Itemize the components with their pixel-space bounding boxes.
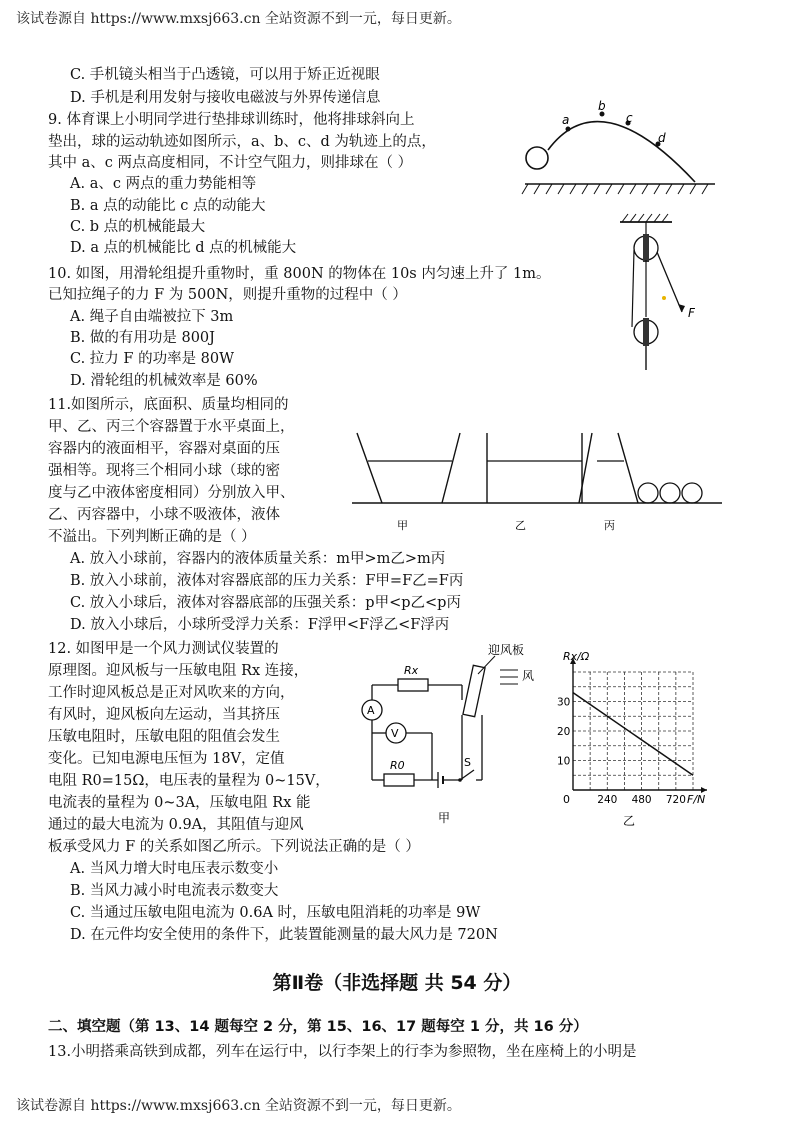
q13-stem: 13.小明搭乘高铁到成都，列车在运行中，以行李架上的行李为参照物，坐在座椅上的小明是 bbox=[48, 1044, 637, 1060]
q11-label-bing: 丙 bbox=[604, 519, 615, 532]
q11-option-c: C. 放入小球后，液体对容器底部的压强关系：p甲<p乙<p丙 bbox=[70, 595, 461, 611]
chart-series-line bbox=[573, 693, 693, 776]
chart-x-tick-label: 720 bbox=[665, 794, 686, 806]
q12-r0-label: R0 bbox=[390, 759, 405, 772]
q12-wind-label: 风 bbox=[522, 669, 535, 683]
q10-stem-2: 已知拉绳子的力 F 为 500N，则提升重物的过程中（ ） bbox=[48, 287, 407, 303]
q9-option-d: D. a 点的机械能比 d 点的机械能大 bbox=[70, 240, 297, 256]
q9-option-b: B. a 点的动能比 c 点的动能大 bbox=[70, 198, 266, 214]
q9-label-b: b bbox=[598, 100, 606, 113]
q8-option-c: C. 手机镜头相当于凸透镜，可以用于矫正近视眼 bbox=[70, 67, 380, 83]
chart-x-label: F/N bbox=[687, 793, 706, 806]
chart-origin-label: 0 bbox=[563, 793, 570, 806]
q10-option-c: C. 拉力 F 的功率是 80W bbox=[70, 351, 235, 367]
chart-series bbox=[573, 693, 693, 776]
q10-option-b: B. 做的有用功是 800J bbox=[70, 330, 215, 346]
q12-stem-2: 原理图。迎风板与一压敏电阻 Rx 连接， bbox=[48, 663, 309, 679]
q11-stem-3: 容器内的液面相平，容器对桌面的压 bbox=[48, 441, 280, 457]
q11-stem-1: 11.如图所示，底面积、质量均相同的 bbox=[48, 397, 289, 413]
chart-y-label: Rx/Ω bbox=[563, 650, 590, 663]
q12-switch-label: S bbox=[464, 756, 471, 769]
q12-voltmeter-label: V bbox=[391, 727, 399, 740]
q11-option-a: A. 放入小球前，容器内的液体质量关系：m甲>m乙>m丙 bbox=[70, 551, 446, 567]
q11-option-d: D. 放入小球后，小球所受浮力关系：F浮甲<F浮乙<F浮丙 bbox=[70, 617, 450, 633]
q12-option-b: B. 当风力减小时电流表示数变大 bbox=[70, 883, 279, 899]
q9-stem-1: 9. 体育课上小明同学进行垫排球训练时，他将排球斜向上 bbox=[48, 112, 415, 128]
q11-stem-7: 不溢出。下列判断正确的是（ ） bbox=[48, 529, 256, 545]
q9-stem-2: 垫出，球的运动轨迹如图所示，a、b、c、d 为轨迹上的点， bbox=[48, 134, 436, 150]
q12-stem-3: 工作时迎风板总是正对风吹来的方向， bbox=[48, 685, 295, 701]
q9-label-c: c bbox=[626, 111, 633, 125]
q9-trajectory-figure bbox=[520, 100, 720, 200]
q11-containers-figure bbox=[352, 425, 722, 540]
q12-stem-7: 电阻 R0=15Ω，电压表的量程为 0~15V， bbox=[48, 773, 330, 789]
q12-option-a: A. 当风力增大时电压表示数变小 bbox=[70, 861, 279, 877]
q12-ammeter-label: A bbox=[367, 704, 375, 717]
q12-rx-label: Rx bbox=[404, 664, 419, 677]
q10-force-label: F bbox=[688, 306, 695, 320]
q11-stem-2: 甲、乙、丙三个容器置于水平桌面上， bbox=[48, 419, 295, 435]
q10-option-d: D. 滑轮组的机械效率是 60% bbox=[70, 373, 258, 389]
chart-y-tick-label: 10 bbox=[557, 755, 571, 768]
q12-stem-10: 板承受风力 F 的关系如图乙所示。下列说法正确的是（ ） bbox=[48, 839, 420, 855]
page-footer: 该试卷源自 https://www.mxsj663.cn 全站资源不到一元，每日更新。 bbox=[16, 1098, 461, 1114]
q9-label-a: a bbox=[562, 113, 570, 127]
q12-board-label: 迎风板 bbox=[488, 643, 525, 657]
q9-option-a: A. a、c 两点的重力势能相等 bbox=[70, 176, 257, 192]
q11-stem-6: 乙、丙容器中，小球不吸液体，液体 bbox=[48, 507, 280, 523]
chart-y-tick-label: 20 bbox=[557, 726, 571, 738]
chart-y-tick-label: 30 bbox=[557, 696, 571, 709]
q12-circuit-caption: 甲 bbox=[438, 811, 451, 825]
q12-rx-force-chart bbox=[555, 640, 715, 830]
q12-option-c: C. 当通过压敏电阻电流为 0.6A 时，压敏电阻消耗的功率是 9W bbox=[70, 905, 481, 921]
q11-label-yi: 乙 bbox=[515, 519, 526, 532]
q9-stem-3: 其中 a、c 两点高度相同，不计空气阻力，则排球在（ ） bbox=[48, 155, 413, 171]
q12-stem-8: 电流表的量程为 0~3A，压敏电阻 Rx 能 bbox=[48, 795, 311, 811]
q12-stem-1: 12. 如图甲是一个风力测试仪装置的 bbox=[48, 641, 279, 657]
q9-label-d: d bbox=[658, 131, 666, 145]
q12-option-d: D. 在元件均安全使用的条件下，此装置能测量的最大风力是 720N bbox=[70, 927, 498, 943]
section-fill-in: 二、填空题（第 13、14 题每空 2 分，第 15、16、17 题每空 1 分，共 16 分） bbox=[48, 1019, 588, 1035]
q12-stem-6: 变化。已知电源电压恒为 18V，定值 bbox=[48, 751, 285, 767]
q12-stem-5: 压敏电阻时，压敏电阻的阻值会发生 bbox=[48, 729, 280, 745]
q11-stem-5: 度与乙中液体密度相同）分别放入甲、 bbox=[48, 485, 295, 501]
chart-x-tick-label: 480 bbox=[631, 794, 652, 806]
chart-x-tick-label: 240 bbox=[597, 794, 618, 806]
q12-circuit-figure bbox=[350, 640, 550, 825]
chart-caption: 乙 bbox=[623, 814, 636, 828]
q11-option-b: B. 放入小球前，液体对容器底部的压力关系：F甲=F乙=F丙 bbox=[70, 573, 464, 589]
q12-stem-4: 有风时，迎风板向左运动，当其挤压 bbox=[48, 707, 280, 723]
q9-option-c: C. b 点的机械能最大 bbox=[70, 219, 206, 235]
q10-option-a: A. 绳子自由端被拉下 3m bbox=[70, 309, 234, 325]
q12-stem-9: 通过的最大电流为 0.9A，其阻值与迎风 bbox=[48, 817, 304, 833]
q8-option-d: D. 手机是利用发射与接收电磁波与外界传递信息 bbox=[70, 90, 381, 106]
q11-stem-4: 强相等。现将三个相同小球（球的密 bbox=[48, 463, 280, 479]
part2-title: 第Ⅱ卷（非选择题 共 54 分） bbox=[272, 972, 522, 994]
q10-stem-1: 10. 如图，用滑轮组提升重物时，重 800N 的物体在 10s 内匀速上升了 1m。 bbox=[48, 266, 551, 282]
q10-pulley-figure bbox=[610, 212, 710, 377]
chart-grid bbox=[573, 672, 693, 790]
chart-axes bbox=[570, 658, 707, 793]
q11-label-jia: 甲 bbox=[397, 519, 408, 532]
page-header: 该试卷源自 https://www.mxsj663.cn 全站资源不到一元，每日更新。 bbox=[16, 11, 461, 27]
